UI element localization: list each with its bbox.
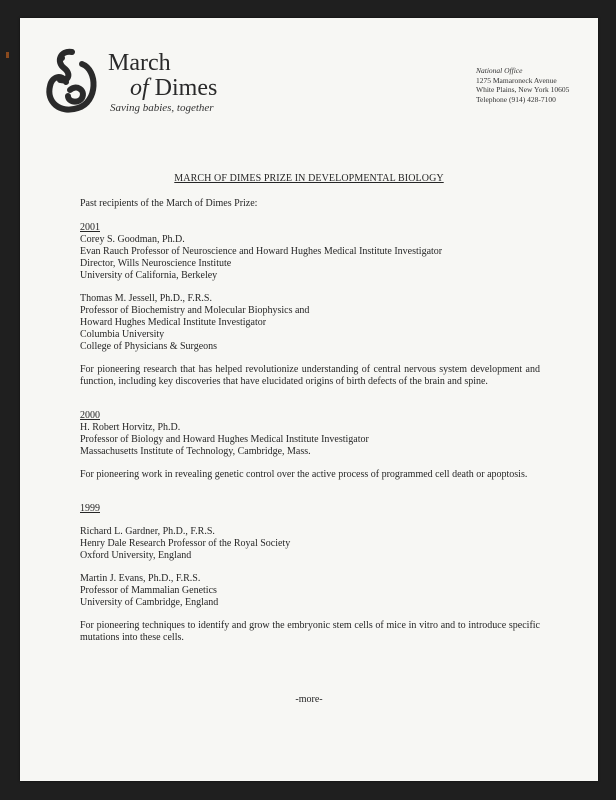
year-heading-1999: 1999 <box>80 503 100 514</box>
recipient-institution: Oxford University, England <box>80 550 192 561</box>
recipient-title: Evan Rauch Professor of Neuroscience and Howard Hughes Medical Institute Investigator <box>80 246 443 257</box>
recipient-block <box>80 234 540 282</box>
intro-text: Past recipients of the March of Dimes Prize: <box>80 198 258 209</box>
recipient-title: Professor of Biochemistry and Molecular Biophysics and <box>80 305 310 316</box>
recipient-block <box>80 573 540 609</box>
year-heading-2000: 2000 <box>80 410 100 421</box>
office-phone-line: Telephone (914) 428-7100 <box>476 94 556 104</box>
recipient-institution: Massachusetts Institute of Technology, Cambridge, Mass. <box>80 446 311 457</box>
brand-name-line1: March <box>108 50 171 76</box>
office-address-block <box>476 66 569 104</box>
document-title: MARCH OF DIMES PRIZE IN DEVELOPMENTAL BIOLOGY <box>174 173 444 184</box>
recipient-block <box>80 422 540 458</box>
prize-citation: For pioneering research that has helped revolutionize understanding of central nervous system development and function, including key discoveries that have elucidated origins of birth defects of the brain and spine. <box>80 364 540 387</box>
brand-name-line2: of Dimes <box>130 75 218 101</box>
recipient-title: Howard Hughes Medical Institute Investigator <box>80 317 267 328</box>
office-label: National Office <box>476 66 523 75</box>
recipient-institution: College of Physicians & Surgeons <box>80 341 218 352</box>
recipient-title: Director, Wills Neuroscience Institute <box>80 258 232 269</box>
recipient-institution: University of Cambridge, England <box>80 597 219 608</box>
recipient-name: H. Robert Horvitz, Ph.D. <box>80 422 181 433</box>
year-heading-2001: 2001 <box>80 222 100 233</box>
recipient-name: Martin J. Evans, Ph.D., F.R.S. <box>80 573 201 584</box>
recipient-title: Henry Dale Research Professor of the Royal Society <box>80 538 291 549</box>
prize-citation: For pioneering techniques to identify and grow the embryonic stem cells of mice in vitro and to introduce specific mutations into these cells. <box>80 620 540 643</box>
recipient-block <box>80 293 540 353</box>
document-page <box>20 18 598 781</box>
recipient-name: Richard L. Gardner, Ph.D., F.R.S. <box>80 526 215 537</box>
edge-mark <box>6 52 9 58</box>
recipient-title: Professor of Biology and Howard Hughes Medical Institute Investigator <box>80 434 369 445</box>
office-address-line: 1275 Mamaroneck Avenue <box>476 75 557 85</box>
recipient-institution: Columbia University <box>80 329 165 340</box>
recipient-block <box>80 526 540 562</box>
march-of-dimes-logo-icon <box>42 44 104 124</box>
continued-marker: -more- <box>295 694 323 705</box>
brand-block <box>108 50 217 114</box>
recipient-institution: University of California, Berkeley <box>80 270 218 281</box>
recipient-title: Professor of Mammalian Genetics <box>80 585 217 596</box>
recipient-name: Thomas M. Jessell, Ph.D., F.R.S. <box>80 293 212 304</box>
prize-citation: For pioneering work in revealing genetic control over the active process of programmed cell death or apoptosis. <box>80 469 528 480</box>
office-address-line: White Plains, New York 10605 <box>476 85 570 94</box>
document-body <box>80 198 540 644</box>
recipient-name: Corey S. Goodman, Ph.D. <box>80 234 185 245</box>
tagline: Saving babies, together <box>110 102 214 114</box>
